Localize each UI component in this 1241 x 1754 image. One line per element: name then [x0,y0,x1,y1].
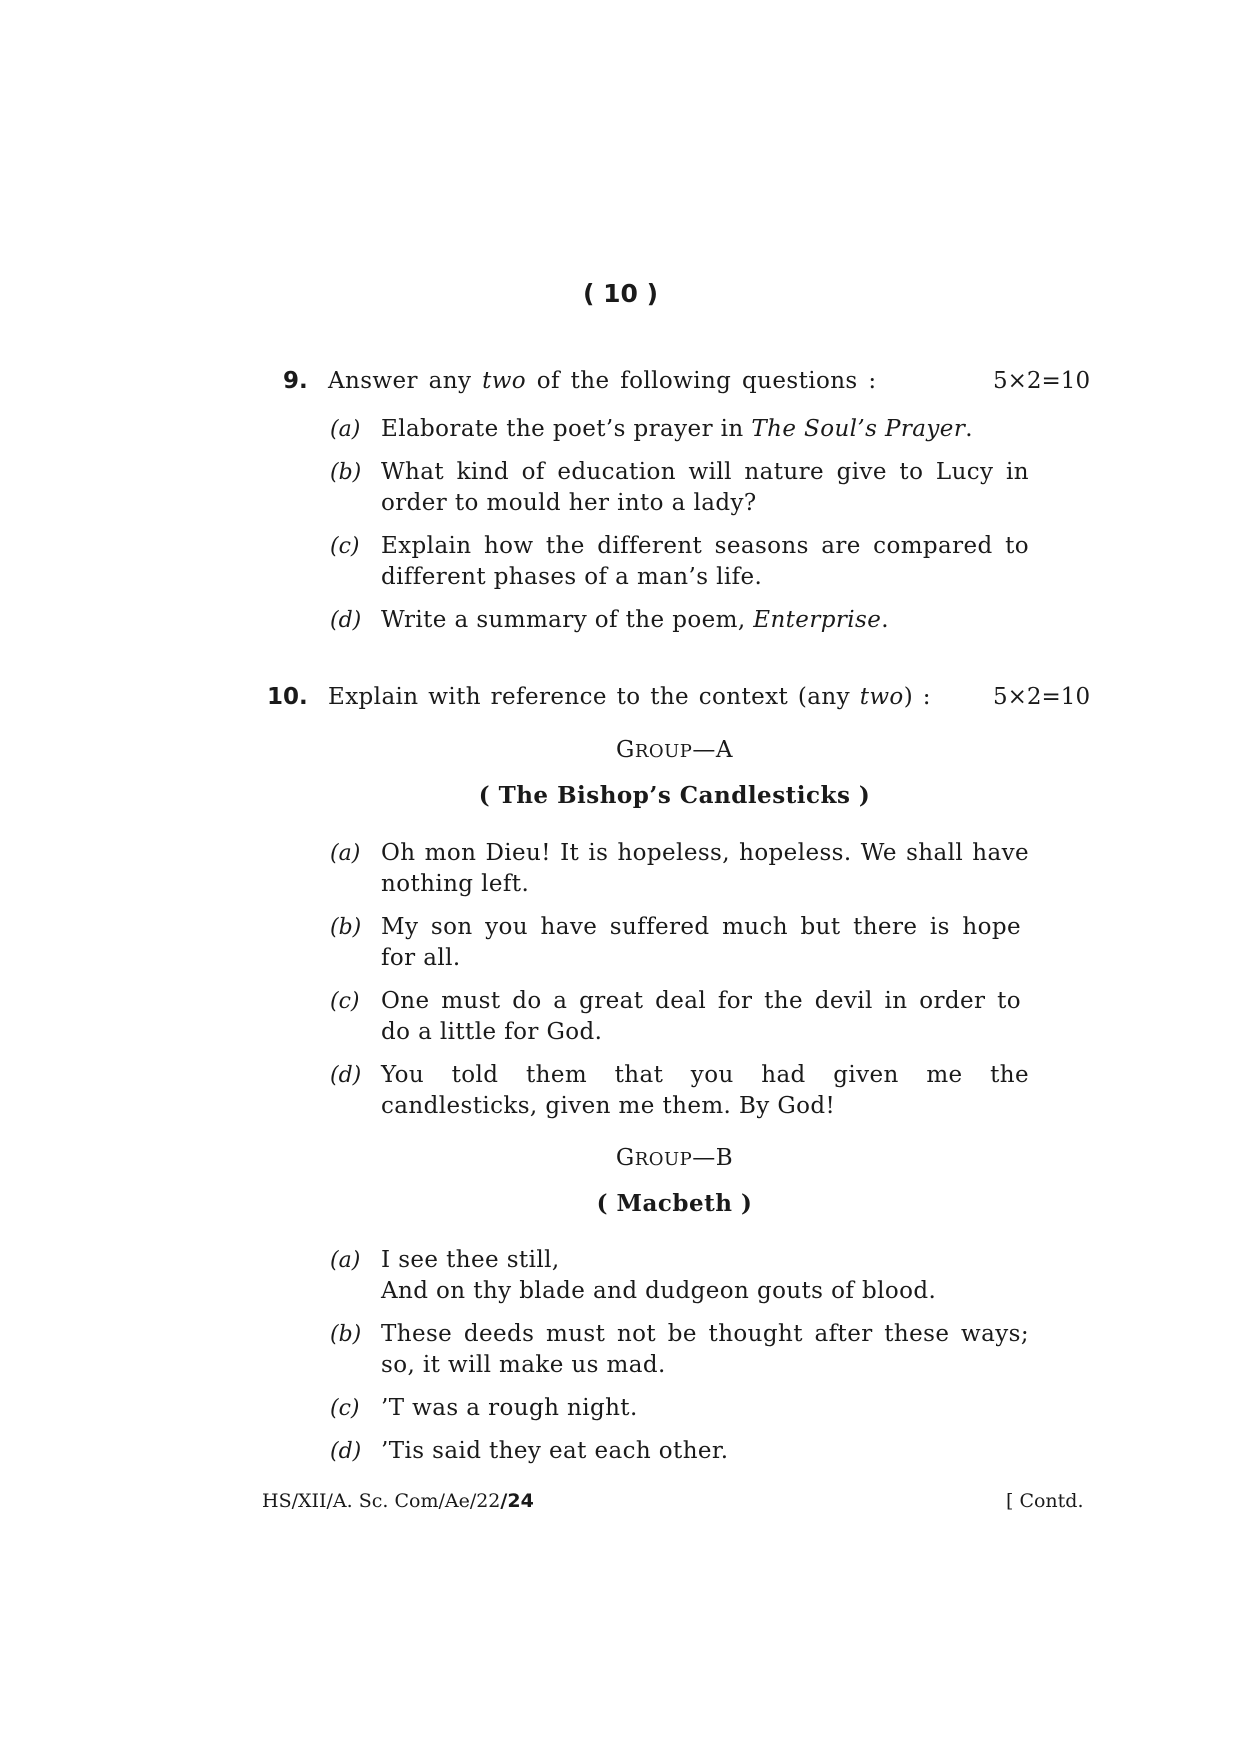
q9-item-a-label: (a) [330,417,361,442]
continued-marker: [ Contd. [1006,1490,1084,1512]
q9-item-b-line2: order to mould her into a lady? [381,490,757,516]
group-a-item-d-line2: candlesticks, given me them. By God! [381,1093,836,1119]
group-b-item-c-line1: ’T was a rough night. [381,1395,638,1421]
q9-item-d-text: Write a summary of the poem, Enterprise. [381,607,889,633]
group-b-item-b-line1: These deeds must not be thought after these ways; [381,1321,1029,1347]
group-b-heading: GROUP—B [615,1145,734,1171]
group-b-item-b-line2: so, it will make us mad. [381,1352,666,1378]
group-b-item-a-line2: And on thy blade and dudgeon gouts of blood. [381,1278,937,1304]
group-b-item-b-label: (b) [330,1322,362,1347]
question-9-prompt: Answer any two of the following questions : [328,368,877,394]
group-b-item-a-label: (a) [330,1248,361,1273]
group-a-item-a-label: (a) [330,841,361,866]
group-a-item-b-line1: My son you have suffered much but there is hope [381,914,1021,940]
q9-item-d-label: (d) [330,608,362,633]
page-number: ( 10 ) [582,279,659,308]
group-a-item-a-line2: nothing left. [381,871,530,897]
q9-item-a-text: Elaborate the poet’s prayer in The Soul’s Prayer. [381,416,973,442]
paper-code: HS/XII/A. Sc. Com/Ae/22/24 [262,1490,534,1512]
group-a-item-c-label: (c) [330,989,360,1014]
question-9-number: 9. [283,368,308,394]
question-10-number: 10. [267,684,308,710]
q9-item-c-label: (c) [330,534,360,559]
group-a-item-b-label: (b) [330,915,362,940]
q9-item-c-line1: Explain how the different seasons are compared to [381,533,1029,559]
q9-item-b-line1: What kind of education will nature give to Lucy in [381,459,1029,485]
group-a-heading: GROUP—A [615,737,734,763]
question-10-prompt: Explain with reference to the context (any two) : [328,684,931,710]
group-a-item-a-line1: Oh mon Dieu! It is hopeless, hopeless. We shall have [381,840,1029,866]
group-b-item-d-line1: ’Tis said they eat each other. [381,1438,729,1464]
q9-item-c-line2: different phases of a man’s life. [381,564,763,590]
group-a-item-b-line2: for all. [381,945,461,971]
group-b-item-a-line1: I see thee still, [381,1247,560,1273]
group-b-item-d-label: (d) [330,1439,362,1464]
group-a-item-c-line2: do a little for God. [381,1019,603,1045]
group-b-title: ( Macbeth ) [596,1190,753,1217]
group-a-item-d-label: (d) [330,1063,362,1088]
question-10-marks: 5×2=10 [993,684,1091,710]
group-a-item-c-line1: One must do a great deal for the devil in order to [381,988,1021,1014]
q9-item-b-label: (b) [330,460,362,485]
group-b-item-c-label: (c) [330,1396,360,1421]
question-9-marks: 5×2=10 [993,368,1091,394]
group-a-title: ( The Bishop’s Candlesticks ) [478,782,871,809]
group-a-item-d-line1: You told them that you had given me the [381,1062,1029,1088]
